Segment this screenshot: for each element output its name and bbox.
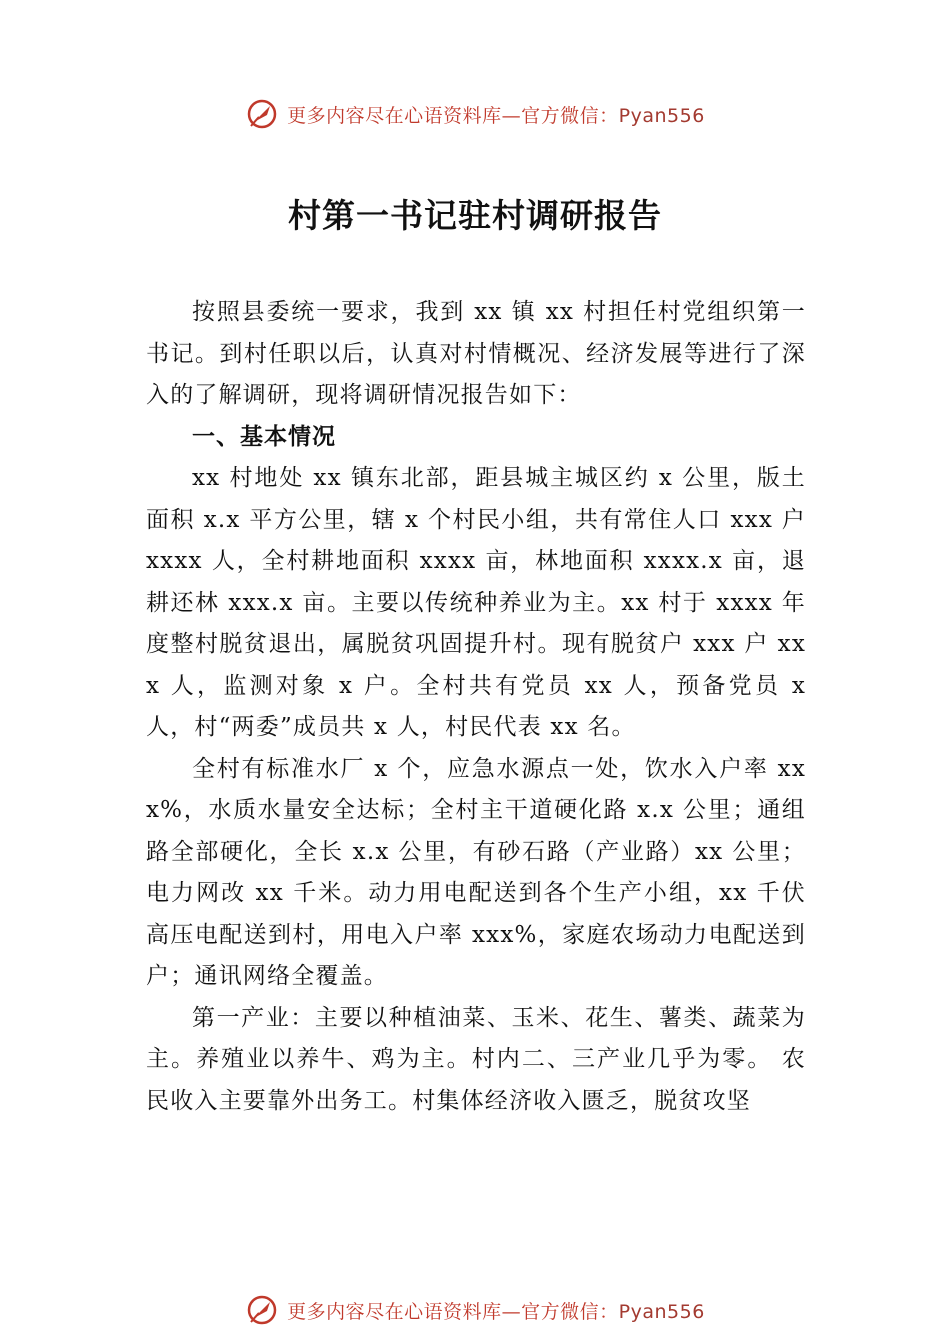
body-paragraph: 第一产业：主要以种植油菜、玉米、花生、薯类、蔬菜为主。养殖业以养牛、鸡为主。村内二、三产业几乎为零。 农民收入主要靠外出务工。村集体经济收入匮乏，脱贫攻坚 [146, 1004, 806, 1114]
quill-logo-icon [245, 1293, 279, 1327]
header-watermark-banner [0, 92, 950, 136]
banner-text: 更多内容尽在心语资料库—官方微信： [287, 104, 619, 127]
footer-watermark-banner [0, 1288, 950, 1332]
section-heading: 一、基本情况 [192, 423, 336, 450]
banner-wechat-id: Pyan556 [618, 104, 705, 127]
intro-paragraph: 按照县委统一要求，我到 xx 镇 xx 村担任村党组织第一书记。到村任职以后，认真对村情概况、经济发展等进行了深入的了解调研，现将调研情况报告如下： [146, 299, 806, 408]
quill-logo-icon [245, 97, 279, 131]
banner-wechat-id: Pyan556 [618, 1300, 705, 1323]
document-title: 村第一书记驻村调研报告 [288, 196, 662, 235]
body-paragraph: 全村有标准水厂 x 个，应急水源点一处，饮水入户率 xxx%，水质水量安全达标；全村主干道硬化路 x.x 公里；通组路全部硬化，全长 x.x 公里，有砂石路（产业路）xx 公里；电力网改 xx 千米。动力用电配送到各个生产小组，xx 千伏高压电配送到村，用电入户率 xxx%，家庭农场动力电配送到户；通讯网络全覆盖。 [146, 755, 806, 989]
body-paragraph: xx 村地处 xx 镇东北部，距县城主城区约 x 公里，版土面积 x.x 平方公里，辖 x 个村民小组，共有常住人口 xxx 户 xxxx 人，全村耕地面积 xxxx 亩，林地面积 xxxx.x 亩，退耕还林 xxx.x 亩。主要以传统种养业为主。xx 村于 xxxx 年度整村脱贫退出，属脱贫巩固提升村。现有脱贫户 xxx 户 xxx 人，监测对象 x 户。全村共有党员 xx 人，预备党员 x 人，村“两委”成员共 x 人，村民代表 xx 名。 [146, 465, 806, 740]
banner-text: 更多内容尽在心语资料库—官方微信： [287, 1300, 619, 1323]
document-body [146, 292, 806, 1122]
